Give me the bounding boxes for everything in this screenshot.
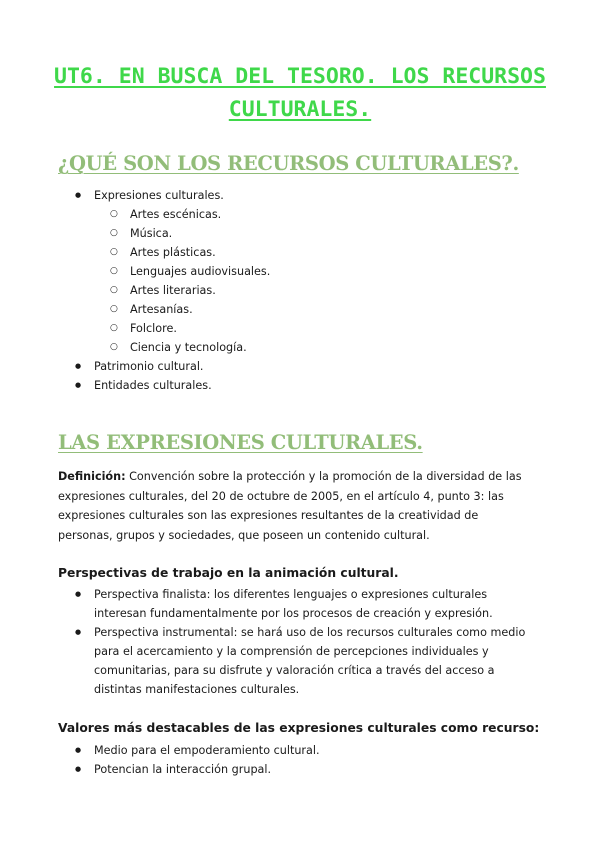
sublist-item: ○ Ciencia y tecnología. (108, 338, 270, 357)
perspectives-heading: Perspectivas de trabajo en la animación cultural. (58, 566, 399, 580)
sublist-item: ○ Artes escénicas. (108, 205, 270, 224)
recursos-list (72, 186, 270, 395)
sublist-item: ○ Música. (108, 224, 270, 243)
list-item: ● Perspectiva finalista: los diferentes lenguajes o expresiones culturales interesan fundamentalmente por los procesos de creación y expresión. (72, 585, 542, 623)
list-item: ● Medio para el empoderamiento cultural. (72, 741, 542, 760)
perspectives-list (72, 585, 542, 699)
list-item-expresiones (72, 186, 270, 357)
sublist-item: ○ Artesanías. (108, 300, 270, 319)
sublist-item: ○ Lenguajes audiovisuales. (108, 262, 270, 281)
definition-label: Definición: (58, 470, 126, 483)
page-title: UT6. EN BUSCA DEL TESORO. LOS RECURSOS CULTURALES. (54, 64, 546, 122)
values-list (72, 741, 542, 779)
expresiones-sublist (108, 205, 270, 357)
section-heading-recursos: ¿QUÉ SON LOS RECURSOS CULTURALES?. (58, 152, 519, 175)
sublist-item: ○ Artes literarias. (108, 281, 270, 300)
sublist-item: ○ Artes plásticas. (108, 243, 270, 262)
definition-text: Convención sobre la protección y la promoción de la diversidad de las expresiones culturales, del 20 de octubre de 2005, en el artículo 4, punto 3: las expresiones culturales son las expresiones resultantes de la creatividad de personas, grupos y sociedades, que poseen un contenido cultural. (58, 470, 522, 542)
section-heading-expresiones: LAS EXPRESIONES CULTURALES. (58, 431, 423, 454)
values-heading: Valores más destacables de las expresiones culturales como recurso: (58, 721, 540, 735)
list-item-patrimonio: ● Patrimonio cultural. (72, 357, 270, 376)
list-item-entidades: ● Entidades culturales. (72, 376, 270, 395)
list-item-label: Expresiones culturales. (94, 189, 224, 202)
list-item: ● Perspectiva instrumental: se hará uso de los recursos culturales como medio para el acercamiento y la comprensión de percepciones individuales y comunitarias, para su disfrute y valoración crítica a través del acceso a distintas manifestaciones culturales. (72, 623, 542, 699)
list-item: ● Potencian la interacción grupal. (72, 760, 542, 779)
definition-paragraph (58, 467, 528, 545)
sublist-item: ○ Folclore. (108, 319, 270, 338)
